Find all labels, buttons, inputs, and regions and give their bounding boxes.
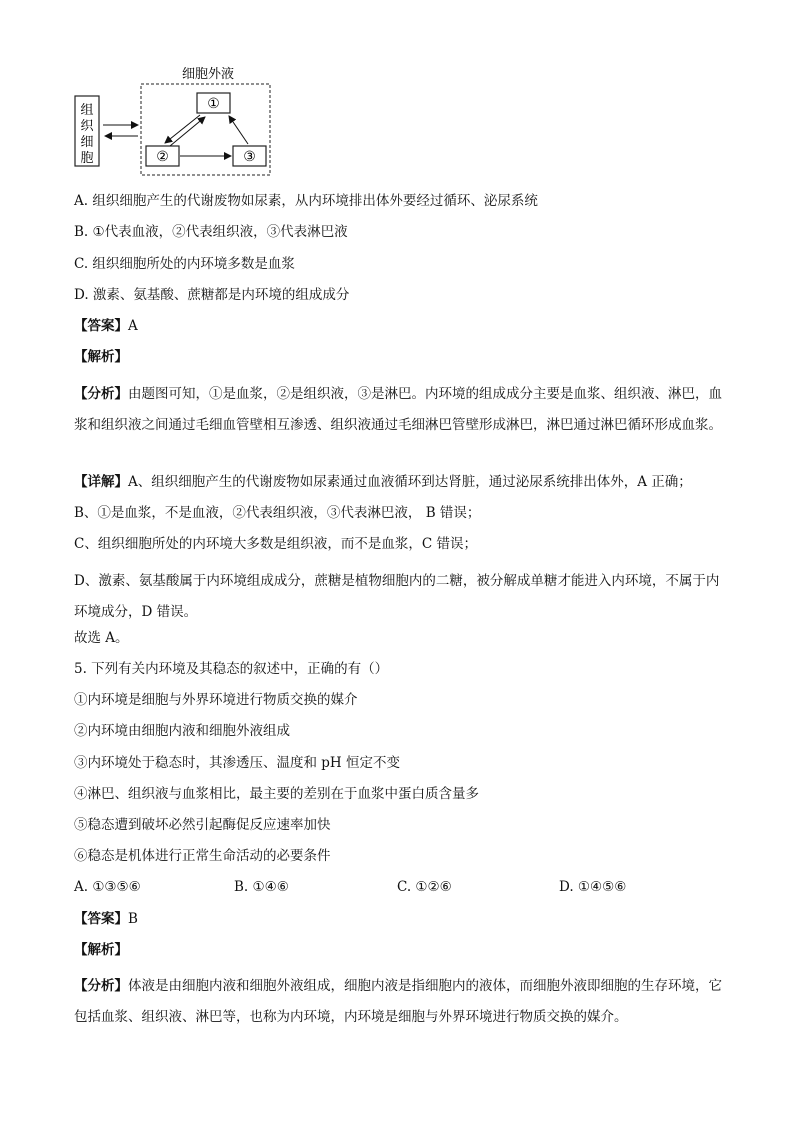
q4-answer — [74, 316, 138, 336]
q4-option-b: B. ①代表血液，②代表组织液，③代表淋巴液 — [74, 224, 348, 240]
q4-option-a: A. 组织细胞产生的代谢废物如尿素，从内环境排出体外要经过循环、泌尿系统 — [74, 193, 538, 209]
q5-answer-tag: 【答案】 — [74, 911, 128, 927]
arrow-1-to-2 — [165, 115, 200, 143]
q4-detail-b: B、①是血浆，不是血液，②代表组织液，③代表淋巴液， B 错误； — [74, 505, 481, 521]
tissue-cell-char-3: 细 — [80, 135, 94, 150]
q5-analysis-heading: 【解析】 — [74, 942, 128, 958]
q5-statement-5: ⑤稳态遭到破坏必然引起酶促反应速率加快 — [74, 817, 331, 833]
q4-option-c: C. 组织细胞所处的内环境多数是血浆 — [74, 256, 295, 272]
q4-answer-tag: 【答案】 — [74, 318, 128, 334]
q5-analysis-tag: 【分析】 — [74, 978, 128, 994]
q4-conclusion: 故选 A。 — [74, 630, 129, 646]
q5-statement-1: ①内环境是细胞与外界环境进行物质交换的媒介 — [74, 692, 358, 708]
tissue-cell-char-4: 胞 — [80, 151, 94, 166]
q5-stem: 5. 下列有关内环境及其稳态的叙述中，正确的有（） — [74, 661, 389, 677]
q5-answer-value: B — [128, 911, 138, 927]
q4-detail-tag: 【详解】 — [74, 474, 128, 490]
q5-analysis-text: 体液是由细胞内液和细胞外液组成，细胞内液是指细胞内的液体，而细胞外液即细胞的生存环境，它包括血浆、组织液、淋巴等，也称为内环境，内环境是细胞与外界环境进行物质交换的媒介。 — [74, 978, 722, 1025]
body-fluid-diagram — [0, 0, 794, 190]
q5-statement-4: ④淋巴、组织液与血浆相比，最主要的差别在于血浆中蛋白质含量多 — [74, 786, 479, 802]
q4-detail-line-a: A、组织细胞产生的代谢废物如尿素通过血液循环到达肾脏，通过泌尿系统排出体外，A 正确； — [128, 474, 692, 490]
q5-option-b: B. ①④⑥ — [234, 879, 289, 895]
q4-detail-c: C、组织细胞所处的内环境大多数是组织液，而不是血浆，C 错误； — [74, 536, 477, 552]
q5-analysis-heading-text: 解析 — [87, 942, 115, 958]
q5-option-d: D. ①④⑤⑥ — [559, 879, 627, 895]
q4-answer-value: A — [128, 318, 138, 334]
node-tissue-fluid-label: ② — [156, 149, 169, 165]
arrow-3-to-1 — [229, 116, 248, 144]
q4-analysis-heading: 【解析】 — [74, 349, 128, 365]
tissue-cell-char-1: 组 — [80, 103, 94, 118]
q5-statement-3: ③内环境处于稳态时，其渗透压、温度和 pH 恒定不变 — [74, 755, 400, 771]
q5-answer — [74, 909, 138, 929]
q5-analysis — [74, 971, 724, 1033]
node-lymph-label: ③ — [243, 149, 256, 165]
q4-analysis-heading-text: 解析 — [87, 349, 115, 365]
q5-statement-2: ②内环境由细胞内液和细胞外液组成 — [74, 723, 290, 739]
q4-option-d: D. 激素、氨基酸、蔗糖都是内环境的组成成分 — [74, 287, 350, 303]
q5-statement-6: ⑥稳态是机体进行正常生命活动的必要条件 — [74, 848, 331, 864]
tissue-cell-char-2: 织 — [80, 119, 94, 134]
q5-option-a: A. ①③⑤⑥ — [74, 879, 141, 895]
q4-detail-a — [74, 472, 692, 492]
q4-analysis-tag: 【分析】 — [74, 386, 128, 402]
q5-option-c: C. ①②⑥ — [397, 879, 452, 895]
extracellular-fluid-label: 细胞外液 — [181, 67, 235, 82]
node-plasma-label: ① — [207, 96, 220, 112]
arrow-2-to-1 — [170, 117, 205, 146]
q4-detail-d: D、激素、氨基酸属于内环境组成成分，蔗糖是植物细胞内的二糖，被分解成单糖才能进入内环境，不属于内环境成分，D 错误。 — [74, 573, 720, 620]
q4-analysis-text: 由题图可知，①是血浆，②是组织液，③是淋巴。内环境的组成成分主要是血浆、组织液、淋巴，血浆和组织液之间通过毛细血管壁相互渗透、组织液通过毛细淋巴管壁形成淋巴，淋巴通过淋巴循环形成血浆。 — [74, 386, 722, 433]
q4-analysis — [74, 379, 724, 441]
